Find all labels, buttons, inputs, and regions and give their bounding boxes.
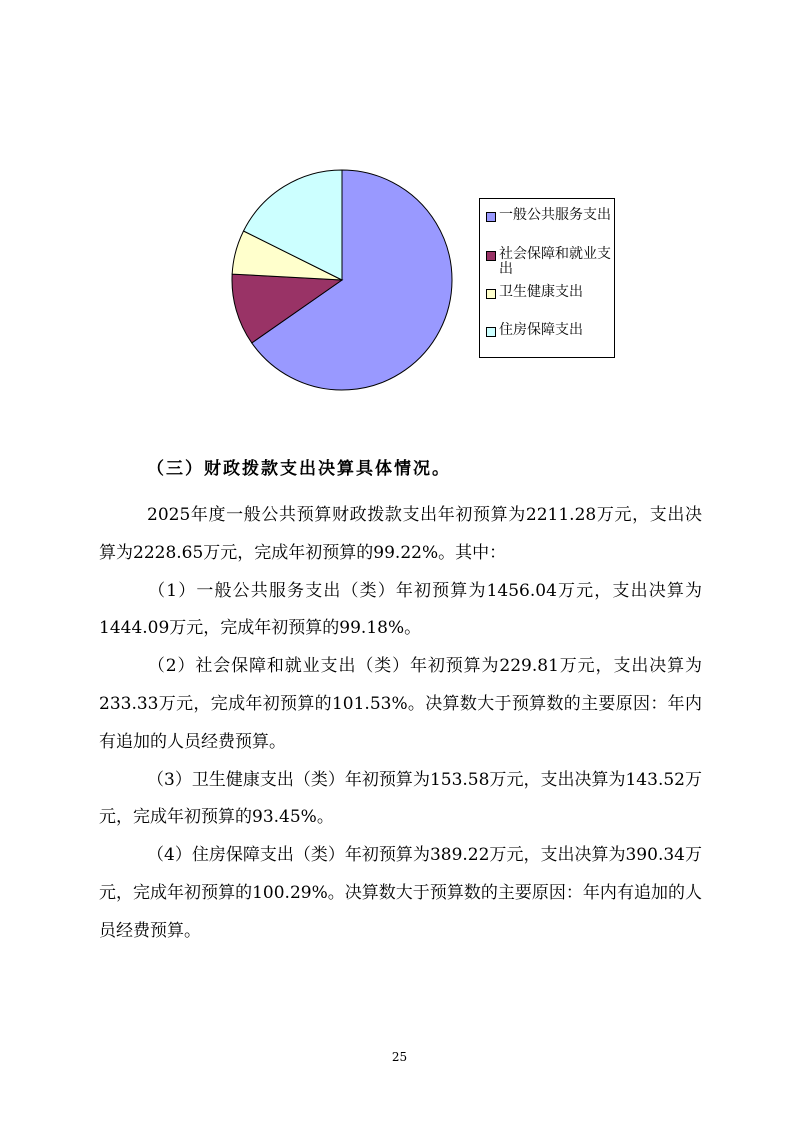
legend-item-housing — [486, 323, 612, 338]
paragraph-summary: 2025年度一般公共预算财政拨款支出年初预算为2211.28万元，支出决算为2228.65万元，完成年初预算的99.22%。其中： — [99, 505, 702, 563]
legend-swatch — [486, 289, 496, 299]
paragraph-item-4: （4）住房保障支出（类）年初预算为389.22万元，支出决算为390.34万元，完成年初预算的100.29%。决算数大于预算数的主要原因：年内有追加的人员经费预算。 — [99, 845, 702, 941]
paragraph-item-1: （1）一般公共服务支出（类）年初预算为1456.04万元，支出决算为1444.09万元，完成年初预算的99.18%。 — [99, 580, 702, 639]
paragraph-item-3: （3）卫生健康支出（类）年初预算为153.58万元，支出决算为143.52万元，完成年初预算的93.45%。 — [99, 769, 702, 828]
pie-chart — [230, 168, 460, 398]
section-heading: （三）财政拨款支出决算具体情况。 — [147, 459, 451, 479]
legend-label: 一般公共服务支出 — [499, 207, 611, 223]
legend-item-social-security — [486, 247, 612, 277]
body-text — [99, 497, 702, 951]
paragraph-item-2: （2）社会保障和就业支出（类）年初预算为229.81万元，支出决算为233.33万元，完成年初预算的101.53%。决算数大于预算数的主要原因：年内有追加的人员经费预算。 — [99, 656, 702, 752]
legend-swatch — [486, 251, 496, 261]
legend-label: 卫生健康支出 — [499, 284, 583, 300]
legend-label: 社会保障和就业支出 — [499, 246, 611, 277]
legend-swatch — [486, 212, 496, 222]
legend-item-health — [486, 285, 612, 300]
legend-swatch — [486, 327, 496, 337]
page-number: 25 — [391, 1050, 408, 1064]
chart-legend — [479, 198, 615, 358]
legend-item-general-public-services — [486, 208, 612, 223]
legend-label: 住房保障支出 — [499, 322, 583, 338]
